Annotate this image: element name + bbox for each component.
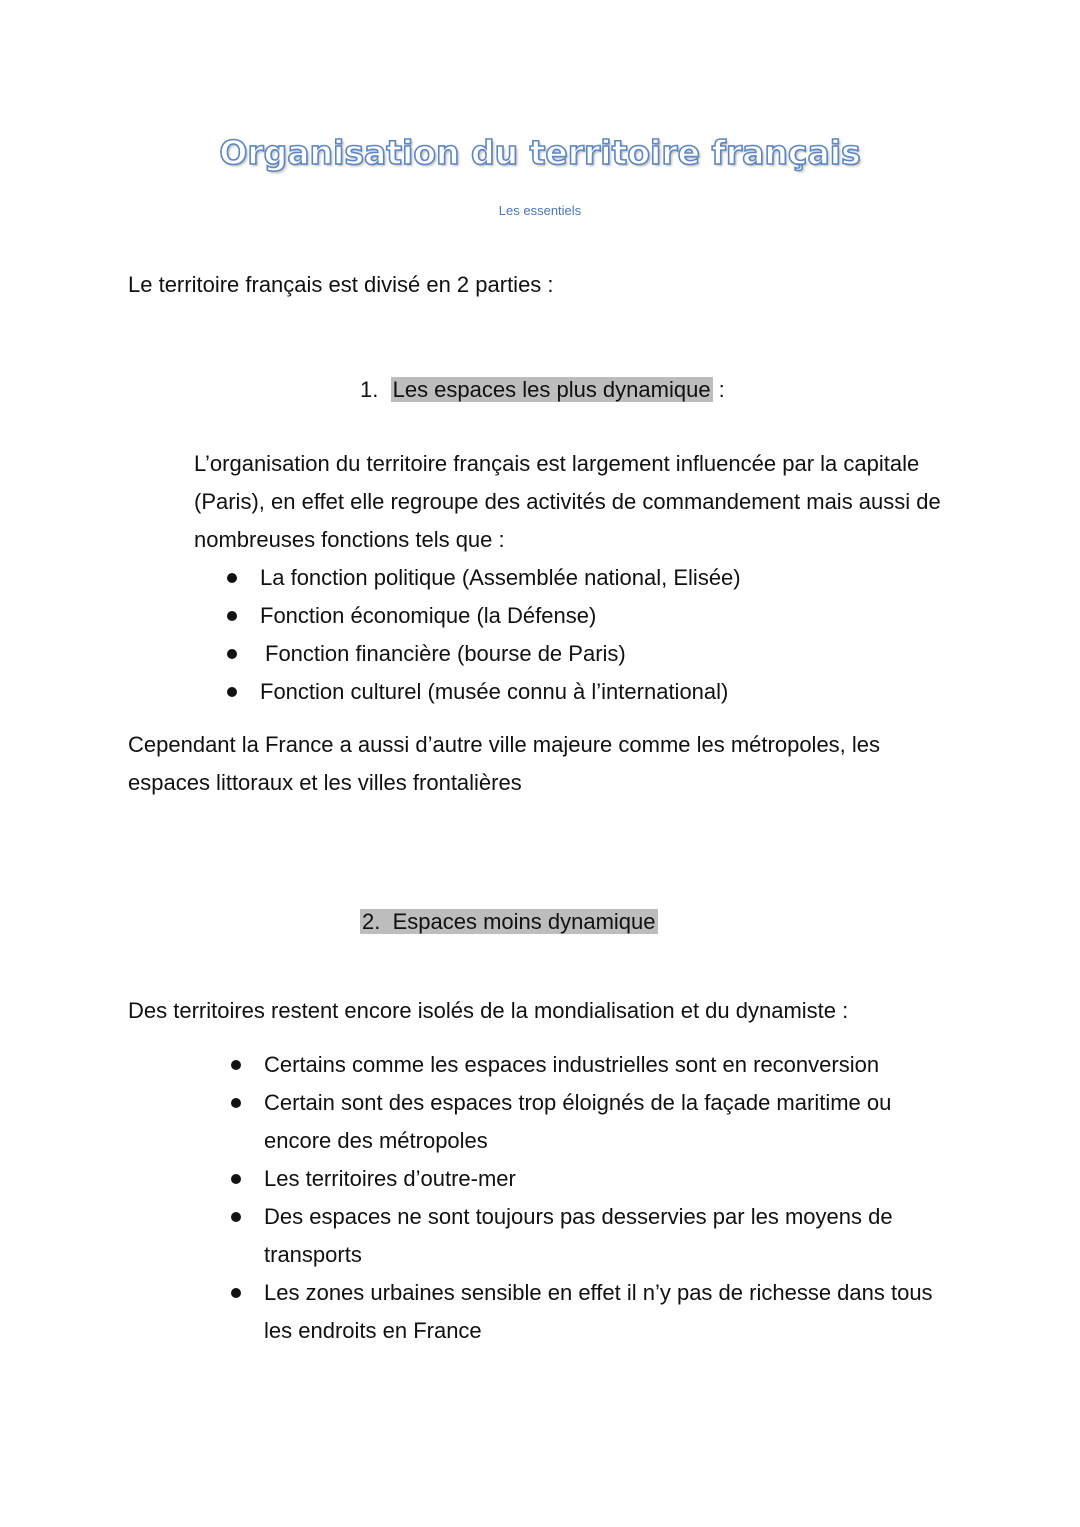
- list-item: Certain sont des espaces trop éloignés de la façade maritime ou encore des métropoles: [228, 1084, 948, 1160]
- list-item: Fonction économique (la Défense): [224, 597, 964, 635]
- list-item: Fonction financière (bourse de Paris): [224, 635, 964, 673]
- section2-number: 2.: [362, 909, 381, 934]
- section1-heading-suffix: :: [712, 377, 725, 402]
- section1-bullet-list: [224, 559, 964, 711]
- intro-text: Le territoire français est divisé en 2 parties :: [128, 272, 554, 297]
- page-title: Organisation du territoire français: [219, 133, 861, 172]
- list-item: Les zones urbaines sensible en effet il n’y pas de richesse dans tous les endroits en France: [228, 1274, 948, 1350]
- section1-number: 1.: [360, 377, 379, 402]
- section2-intro: Des territoires restent encore isolés de la mondialisation et du dynamiste :: [128, 998, 849, 1023]
- section1-paragraph: L’organisation du territoire français est largement influencée par la capitale (Paris), en effet elle regroupe des activités de commandement mais aussi de nombreuses fonctions tels que :: [194, 451, 941, 552]
- section2-bullet-list: [228, 1046, 948, 1350]
- section1-heading-text: Les espaces les plus dynamique: [392, 377, 711, 402]
- section2-heading-highlight: [360, 909, 658, 934]
- list-item: Des espaces ne sont toujours pas desservies par les moyens de transports: [228, 1198, 948, 1274]
- list-item: La fonction politique (Assemblée national, Elisée): [224, 559, 964, 597]
- section2-heading-text: Espaces moins dynamique: [392, 909, 656, 934]
- section1-heading: [360, 375, 725, 405]
- section2-heading: [360, 907, 658, 937]
- list-item: Les territoires d’outre-mer: [228, 1160, 948, 1198]
- list-item: Certains comme les espaces industrielles sont en reconversion: [228, 1046, 948, 1084]
- list-item: Fonction culturel (musée connu à l’international): [224, 673, 964, 711]
- section1-conclusion: Cependant la France a aussi d’autre ville majeure comme les métropoles, les espaces littoraux et les villes frontalières: [128, 732, 881, 795]
- page-subtitle: Les essentiels: [498, 203, 582, 218]
